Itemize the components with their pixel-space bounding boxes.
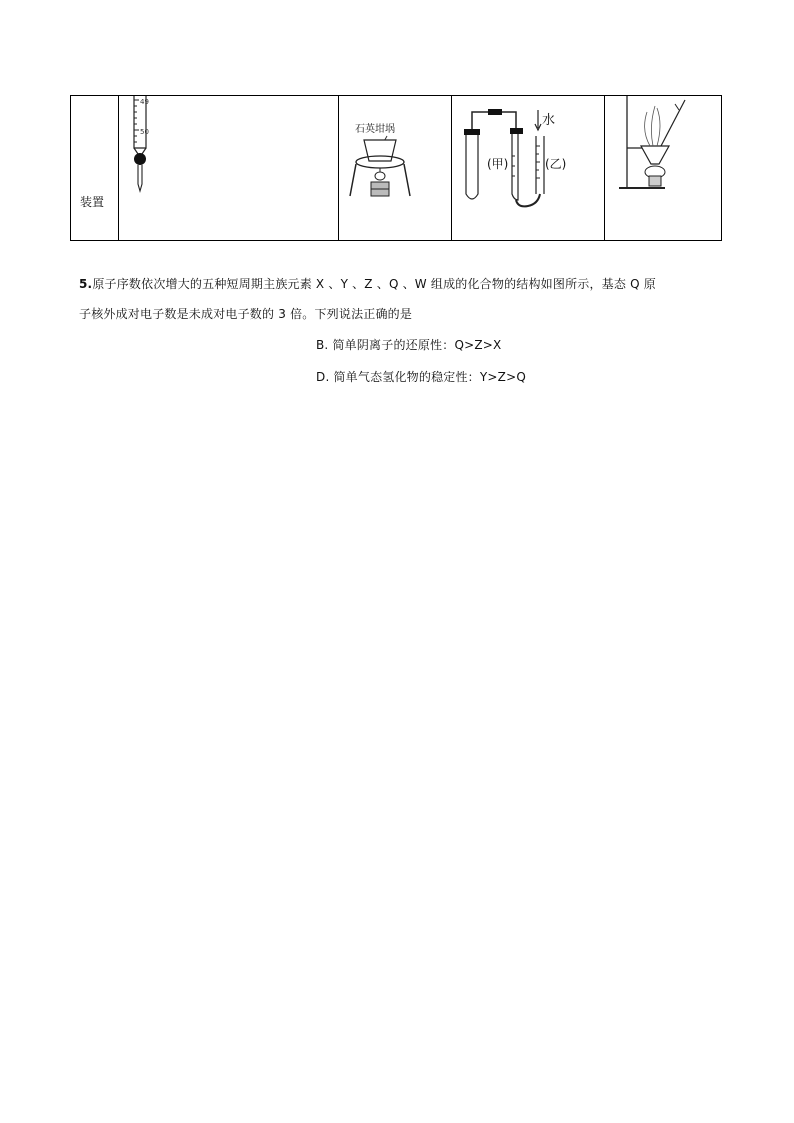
crucible-label: 石英坩埚 xyxy=(355,124,395,135)
apparatus-table xyxy=(70,95,722,241)
burette-tick-50: 50 xyxy=(140,128,149,136)
question-text-1: 原子序数依次增大的五种短周期主族元素 X 、Y 、Z 、Q 、W 组成的化合物的结构如图所示，基态 Q 原 xyxy=(92,277,656,291)
row-label: 装置 xyxy=(80,195,105,209)
right-tube-label: (乙) xyxy=(545,157,567,171)
option-d[interactable]: D. 简单气态氢化物的稳定性：Y>Z>Q xyxy=(316,370,526,384)
burette-cell xyxy=(119,96,339,241)
crucible-figure xyxy=(339,96,451,242)
distillation-cell xyxy=(605,96,722,241)
filtration-figure xyxy=(605,96,725,242)
stopcock-icon xyxy=(134,153,146,165)
tubes-figure xyxy=(452,96,604,242)
left-tube-label: (甲) xyxy=(487,157,509,171)
question-line-2: 子核外成对电子数是未成对电子数的 3 倍。下列说法正确的是 xyxy=(79,307,413,321)
row-label-cell xyxy=(71,96,119,241)
crucible-cell xyxy=(339,96,452,241)
water-label: 水 xyxy=(542,113,556,128)
question-line-1 xyxy=(79,275,656,292)
burette-figure xyxy=(119,96,338,242)
option-b[interactable]: B. 简单阴离子的还原性：Q>Z>X xyxy=(316,338,502,352)
burette-tick-49: 49 xyxy=(140,98,149,106)
tubes-cell xyxy=(452,96,605,241)
question-number: 5. xyxy=(79,277,93,291)
